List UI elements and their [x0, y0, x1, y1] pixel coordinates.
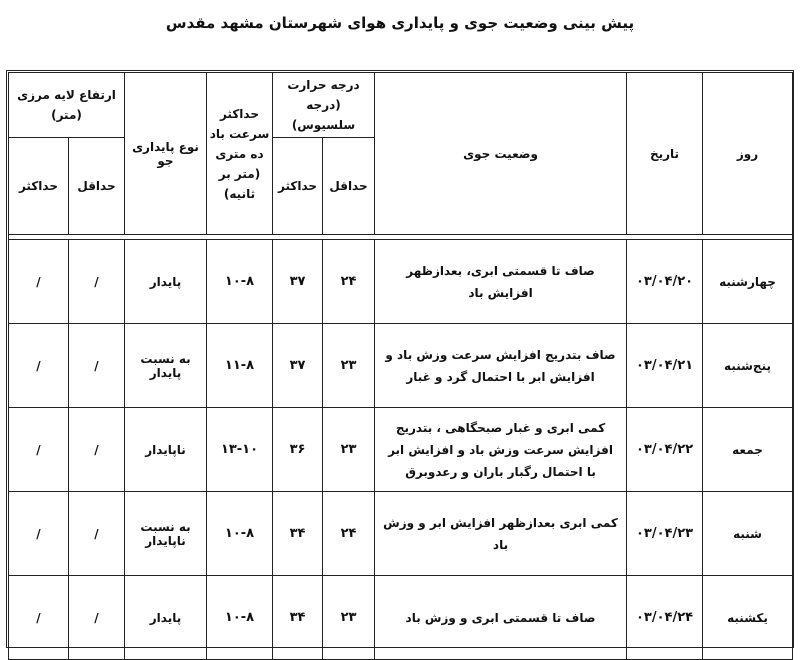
cell-condition: صاف تا قسمتی ابری و وزش باد — [375, 576, 627, 660]
cell-stability: پایدار — [125, 240, 207, 324]
cell-condition: کمی ابری و غبار صبحگاهی ، بتدریج افزایش سرعت وزش باد و افزایش ابر با احتمال رگبار باران و رعدوبرق — [375, 408, 627, 492]
cell-wind: ۱۳-۱۰ — [207, 408, 273, 492]
cell-condition: صاف بتدریج افزایش سرعت وزش باد و افزایش ابر با احتمال گرد و غبار — [375, 324, 627, 408]
table-row — [9, 576, 793, 660]
cell-bl-min: / — [69, 324, 125, 408]
cell-wind: ۱۱-۸ — [207, 324, 273, 408]
header-temp-min: حداقل — [323, 138, 375, 235]
cell-temp-min: ۲۳ — [323, 408, 375, 492]
cell-bl-max: / — [9, 492, 69, 576]
cell-day: چهارشنبه — [703, 240, 793, 324]
cell-wind: ۱۰-۸ — [207, 492, 273, 576]
cell-bl-max: / — [9, 324, 69, 408]
cell-condition: صاف تا قسمتی ابری، بعدازظهر افزایش باد — [375, 240, 627, 324]
cell-date: ۰۳/۰۴/۲۱ — [627, 324, 703, 408]
table-row — [9, 408, 793, 492]
header-wind — [207, 73, 273, 235]
cell-stability: پایدار — [125, 576, 207, 660]
cell-date: ۰۳/۰۴/۲۲ — [627, 408, 703, 492]
header-bl-max: حداکثر — [9, 138, 69, 235]
page-title: پیش بینی وضعیت جوی و پایداری هوای شهرستان مشهد مقدس — [165, 14, 635, 32]
cell-bl-max: / — [9, 576, 69, 660]
header-temp-max: حداکثر — [273, 138, 323, 235]
cell-stability: ناپایدار — [125, 408, 207, 492]
cell-stability: به نسبت ناپایدار — [125, 492, 207, 576]
cell-temp-max: ۳۷ — [273, 240, 323, 324]
cell-wind: ۱۰-۸ — [207, 576, 273, 660]
cell-temp-max: ۳۴ — [273, 576, 323, 660]
cell-bl-min: / — [69, 240, 125, 324]
header-temperature: درجه حرارت (درجه سلسیوس) — [273, 73, 375, 138]
header-date: تاریخ — [627, 73, 703, 235]
cell-bl-min: / — [69, 408, 125, 492]
header-day: روز — [703, 73, 793, 235]
table-row — [9, 240, 793, 324]
cell-stability: به نسبت پایدار — [125, 324, 207, 408]
cell-date: ۰۳/۰۴/۲۴ — [627, 576, 703, 660]
cell-date: ۰۳/۰۴/۲۳ — [627, 492, 703, 576]
cell-temp-min: ۲۴ — [323, 492, 375, 576]
cell-day: جمعه — [703, 408, 793, 492]
cell-temp-min: ۲۴ — [323, 240, 375, 324]
header-wind-unit: (متر بر ثانیه) — [218, 166, 261, 201]
cell-wind: ۱۰-۸ — [207, 240, 273, 324]
cell-bl-max: / — [9, 240, 69, 324]
header-bl-min: حداقل — [69, 138, 125, 235]
cell-temp-min: ۲۳ — [323, 324, 375, 408]
cell-day: شنبه — [703, 492, 793, 576]
cell-day: یکشنبه — [703, 576, 793, 660]
cell-bl-min: / — [69, 492, 125, 576]
cell-condition: کمی ابری بعدازظهر افزایش ابر و وزش باد — [375, 492, 627, 576]
header-wind-title: حداکثر سرعت باد ده متری — [209, 106, 270, 161]
cell-temp-max: ۳۷ — [273, 324, 323, 408]
header-stability: نوع پایداری جو — [125, 73, 207, 235]
cell-temp-max: ۳۶ — [273, 408, 323, 492]
cell-bl-max: / — [9, 408, 69, 492]
cell-temp-min: ۲۳ — [323, 576, 375, 660]
cell-date: ۰۳/۰۴/۲۰ — [627, 240, 703, 324]
cell-temp-max: ۳۴ — [273, 492, 323, 576]
table-row — [9, 492, 793, 576]
cell-day: پنج‌شنبه — [703, 324, 793, 408]
forecast-table — [8, 72, 793, 660]
table-row — [9, 324, 793, 408]
cell-bl-min: / — [69, 576, 125, 660]
header-condition: وضعیت جوی — [375, 73, 627, 235]
header-boundary-layer: ارتفاع لایه مرزی (متر) — [9, 73, 125, 138]
